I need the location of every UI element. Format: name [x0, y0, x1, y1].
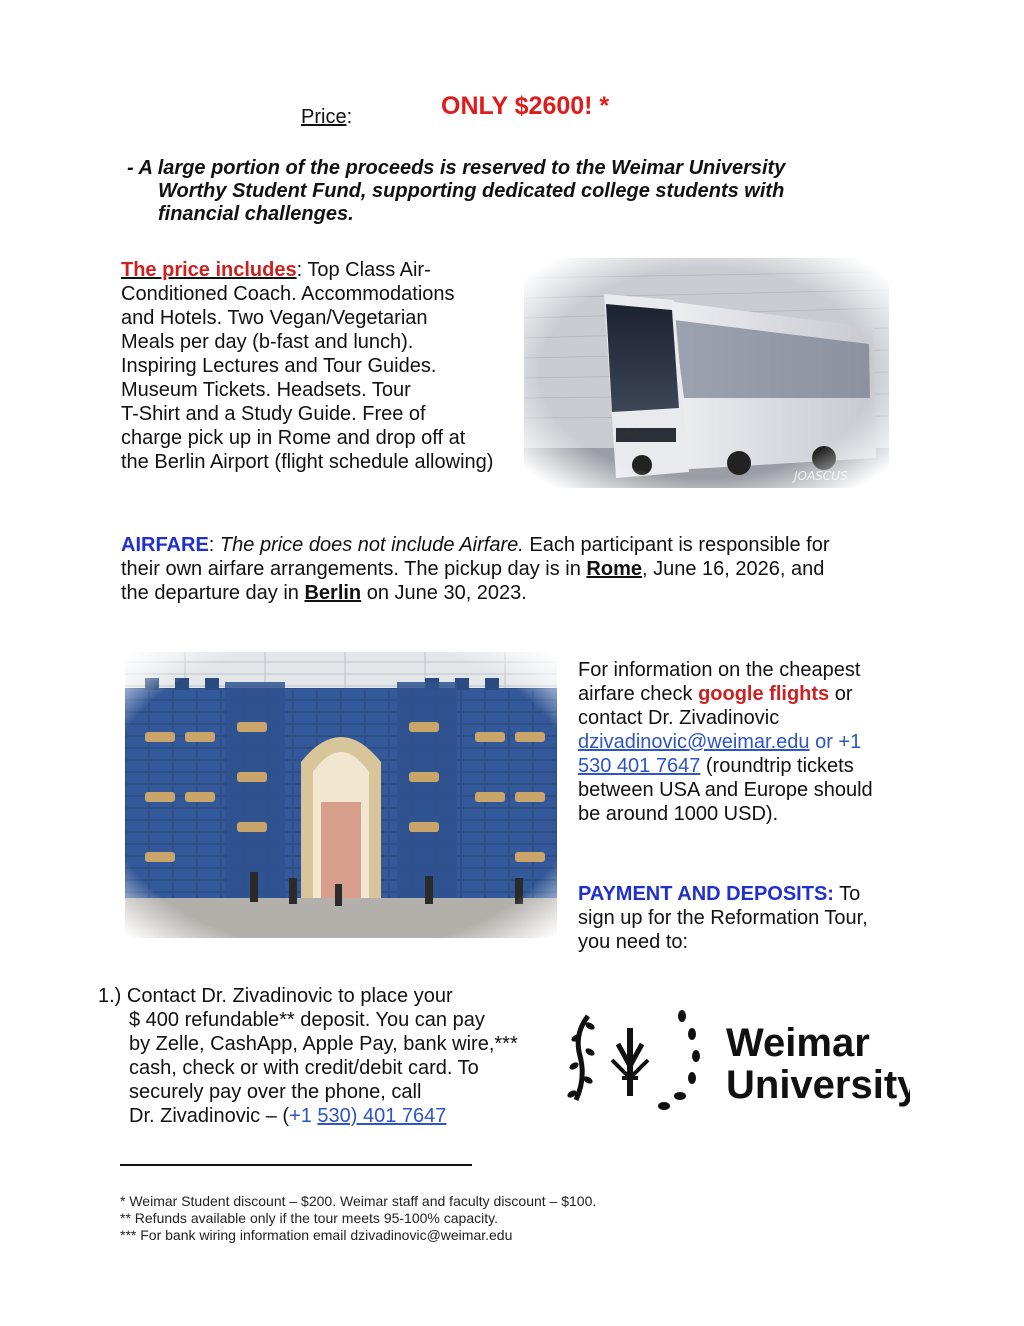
airfare-info-paragraph	[578, 658, 918, 826]
price-includes-paragraph	[121, 258, 541, 474]
phone-link[interactable]: 530 401 7647	[578, 755, 701, 777]
info-line-2a: airfare check	[578, 683, 699, 705]
step1-phone-prefix: +1	[289, 1105, 318, 1127]
price-includes-title: The price includes	[121, 259, 297, 281]
fund-line-3: financial challenges.	[158, 203, 354, 225]
includes-line-4: Meals per day (b-fast and lunch).	[121, 331, 414, 353]
fund-line-1: - A large portion of the proceeds is reserved to the Weimar University	[127, 157, 786, 179]
info-line-5-rest: (roundtrip tickets	[700, 755, 854, 777]
price-label-text: Price	[301, 106, 347, 128]
info-or-phone-prefix: or +1	[809, 731, 862, 753]
logo-weimar-text: Weimar	[726, 1021, 870, 1065]
step1-line-4: cash, check or with credit/debit card. To	[129, 1057, 479, 1079]
airfare-colon: :	[208, 534, 220, 556]
step1-line-5: securely pay over the phone, call	[129, 1081, 422, 1103]
airfare-berlin: Berlin	[304, 582, 362, 604]
airfare-title: AIRFARE	[121, 534, 209, 556]
footnote-3: *** For bank wiring information email dzivadinovic@weimar.edu	[120, 1227, 513, 1243]
fund-paragraph	[127, 157, 785, 226]
airfare-line-2b: , June 16, 2026, and	[642, 558, 825, 580]
weimar-emblem-icon	[566, 1010, 700, 1110]
info-line-7: be around 1000 USD).	[578, 803, 779, 825]
includes-line-3: and Hotels. Two Vegan/Vegetarian	[121, 307, 428, 329]
price-includes-colon: :	[296, 259, 308, 281]
weimar-university-logo	[566, 1004, 910, 1118]
step1-line-2: $ 400 refundable** deposit. You can pay	[129, 1009, 485, 1031]
footnotes	[120, 1193, 596, 1244]
google-flights-text: google flights	[698, 683, 830, 705]
email-link[interactable]: dzivadinovic@weimar.edu	[578, 731, 810, 753]
footnote-separator	[120, 1164, 472, 1166]
step1-line-1: 1.) Contact Dr. Zivadinovic to place your	[98, 985, 453, 1007]
info-line-1: For information on the cheapest	[578, 659, 861, 681]
airfare-line-3b: on June 30, 2023.	[361, 582, 527, 604]
payment-line-2: sign up for the Reformation Tour,	[578, 907, 868, 929]
airfare-paragraph	[121, 533, 921, 605]
step1-line-3: by Zelle, CashApp, Apple Pay, bank wire,***	[129, 1033, 518, 1055]
payment-title: PAYMENT AND DEPOSITS:	[578, 883, 834, 905]
airfare-line-3a: the departure day in	[121, 582, 305, 604]
includes-line-8: charge pick up in Rome and drop off at	[121, 427, 466, 449]
payment-line-1-rest: To	[833, 883, 861, 905]
includes-line-7: T-Shirt and a Study Guide. Free of	[121, 403, 426, 425]
step1-line-6a: Dr. Zivadinovic – (	[129, 1105, 290, 1127]
info-line-3: contact Dr. Zivadinovic	[578, 707, 780, 729]
step-1-paragraph	[98, 984, 568, 1128]
price-colon: :	[346, 106, 353, 128]
airfare-line-1-rest: Each participant is responsible for	[523, 534, 830, 556]
airfare-line-2a: their own airfare arrangements. The pickup day is in	[121, 558, 587, 580]
price-amount: ONLY $2600! *	[441, 92, 610, 120]
payment-paragraph	[578, 882, 918, 954]
fund-line-2: Worthy Student Fund, supporting dedicated college students with	[158, 180, 785, 202]
coach-bus-image	[524, 258, 889, 488]
payment-line-3: you need to:	[578, 931, 689, 953]
price-label	[301, 106, 352, 129]
includes-line-5: Inspiring Lectures and Tour Guides.	[121, 355, 437, 377]
logo-university-text: University	[726, 1063, 910, 1107]
footnote-1: * Weimar Student discount – $200. Weimar staff and faculty discount – $100.	[120, 1193, 597, 1209]
airfare-italic-note: The price does not include Airfare.	[219, 534, 524, 556]
airfare-rome: Rome	[586, 558, 642, 580]
includes-line-1: Top Class Air-	[307, 259, 431, 281]
step1-phone-link[interactable]: 530) 401 7647	[317, 1105, 447, 1127]
info-line-2b: or	[829, 683, 853, 705]
includes-line-9: the Berlin Airport (flight schedule allowing)	[121, 451, 494, 473]
footnote-2: ** Refunds available only if the tour meets 95-100% capacity.	[120, 1210, 498, 1226]
includes-line-2: Conditioned Coach. Accommodations	[121, 283, 455, 305]
info-line-6: between USA and Europe should	[578, 779, 873, 801]
ishtar-gate-image	[125, 652, 557, 938]
includes-line-6: Museum Tickets. Headsets. Tour	[121, 379, 411, 401]
